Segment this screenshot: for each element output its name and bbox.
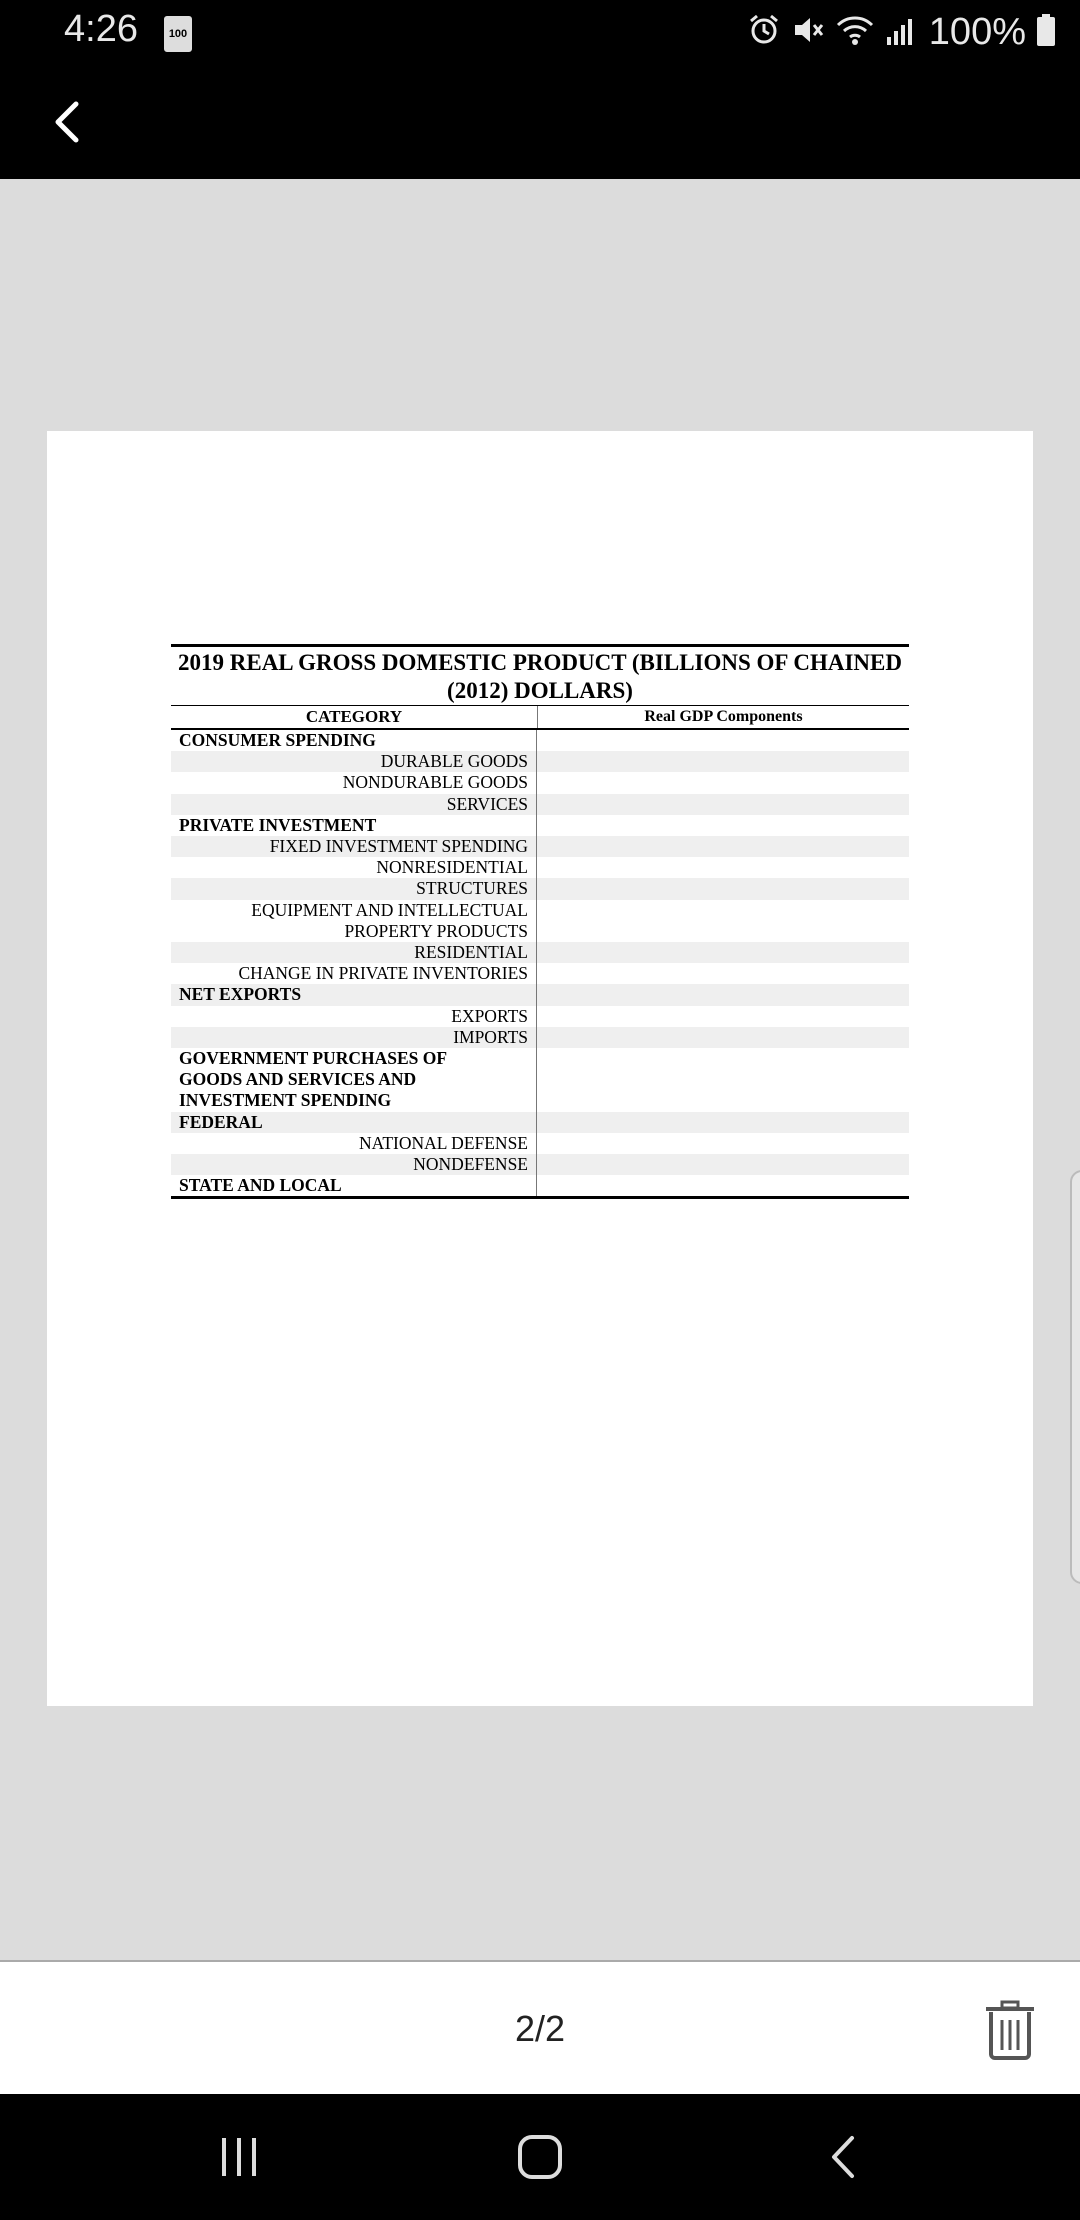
value-cell (537, 751, 909, 772)
table-bottom-rule (171, 1196, 909, 1199)
category-cell: RESIDENTIAL (171, 942, 537, 963)
recent-apps-button[interactable] (204, 2124, 274, 2190)
category-cell: NATIONAL DEFENSE (171, 1133, 537, 1154)
table-row (171, 751, 909, 772)
value-cell (537, 730, 909, 751)
status-time: 4:26 (64, 8, 138, 50)
document-page (47, 431, 1033, 1706)
category-cell: PRIVATE INVESTMENT (171, 815, 537, 836)
category-line: PROPERTY PRODUCTS (344, 920, 528, 941)
table-body (171, 730, 909, 1196)
trash-icon (982, 2000, 1038, 2060)
home-button[interactable] (505, 2124, 575, 2190)
value-cell (537, 836, 909, 857)
status-bar (0, 0, 1080, 64)
table-row (171, 900, 909, 942)
value-cell (537, 900, 909, 942)
value-cell (537, 942, 909, 963)
table-row (171, 815, 909, 836)
category-cell: STRUCTURES (171, 878, 537, 899)
category-cell: NONRESIDENTIAL (171, 857, 537, 878)
category-line: GOVERNMENT PURCHASES OF (179, 1048, 448, 1069)
table-row (171, 984, 909, 1005)
app-bar (0, 64, 1080, 179)
alarm-icon (747, 13, 781, 52)
table-row (171, 1133, 909, 1154)
nav-back-button[interactable] (808, 2124, 878, 2190)
category-cell: IMPORTS (171, 1027, 537, 1048)
value-cell (537, 857, 909, 878)
category-cell: SERVICES (171, 794, 537, 815)
value-cell (537, 815, 909, 836)
category-cell: NONDEFENSE (171, 1154, 537, 1175)
value-cell (537, 1027, 909, 1048)
category-cell: NET EXPORTS (171, 984, 537, 1005)
back-button[interactable] (40, 92, 100, 152)
category-cell: EXPORTS (171, 1006, 537, 1027)
category-cell: CHANGE IN PRIVATE INVENTORIES (171, 963, 537, 984)
delete-button[interactable] (982, 2000, 1038, 2060)
value-cell (537, 963, 909, 984)
table-row (171, 1027, 909, 1048)
category-cell: CONSUMER SPENDING (171, 730, 537, 751)
gdp-table (171, 644, 909, 1199)
table-row (171, 1154, 909, 1175)
value-cell (537, 1006, 909, 1027)
battery-icon (1036, 13, 1056, 52)
category-cell: FEDERAL (171, 1112, 537, 1133)
value-cell (537, 984, 909, 1005)
value-cell (537, 794, 909, 815)
page-indicator: 2/2 (514, 2008, 566, 2049)
value-cell (537, 772, 909, 793)
table-row (171, 942, 909, 963)
column-header-components: Real GDP Components (644, 708, 803, 725)
column-header-category: CATEGORY (171, 706, 538, 728)
value-cell (537, 1133, 909, 1154)
table-row (171, 1175, 909, 1196)
category-cell: STATE AND LOCAL (171, 1175, 537, 1196)
status-icons (747, 6, 1056, 58)
navigation-bar (0, 2094, 1080, 2220)
category-cell: NONDURABLE GOODS (171, 772, 537, 793)
category-cell: FIXED INVESTMENT SPENDING (171, 836, 537, 857)
back-icon (808, 2124, 878, 2190)
battery-saver-icon: 100 (164, 16, 192, 52)
table-title: 2019 REAL GROSS DOMESTIC PRODUCT (BILLIONS OF CHAINED (2012) DOLLARS) (171, 644, 909, 706)
chevron-left-icon (40, 92, 100, 152)
category-line: INVESTMENT SPENDING (179, 1090, 392, 1111)
table-row (171, 857, 909, 878)
category-line: GOODS AND SERVICES AND (179, 1069, 417, 1090)
category-cell: DURABLE GOODS (171, 751, 537, 772)
table-row (171, 730, 909, 751)
table-row (171, 1048, 909, 1112)
value-cell (537, 1154, 909, 1175)
table-row (171, 794, 909, 815)
table-row (171, 963, 909, 984)
home-icon (505, 2124, 575, 2190)
table-row (171, 1112, 909, 1133)
category-line: EQUIPMENT AND INTELLECTUAL (251, 899, 528, 920)
table-row (171, 836, 909, 857)
table-row (171, 772, 909, 793)
table-header (171, 706, 909, 730)
battery-percent: 100% (928, 10, 1026, 53)
category-cell (171, 900, 537, 942)
value-cell (537, 878, 909, 899)
recent-apps-icon (204, 2124, 274, 2190)
wifi-icon (835, 13, 875, 52)
footer-bar (0, 1960, 1080, 2096)
mute-icon (791, 13, 825, 52)
value-cell (537, 1112, 909, 1133)
signal-icon (885, 13, 919, 52)
table-row (171, 878, 909, 899)
value-cell (537, 1175, 909, 1196)
value-cell (537, 1048, 909, 1112)
category-cell (171, 1048, 537, 1112)
edge-panel-handle[interactable] (1070, 1170, 1080, 1584)
table-row (171, 1006, 909, 1027)
